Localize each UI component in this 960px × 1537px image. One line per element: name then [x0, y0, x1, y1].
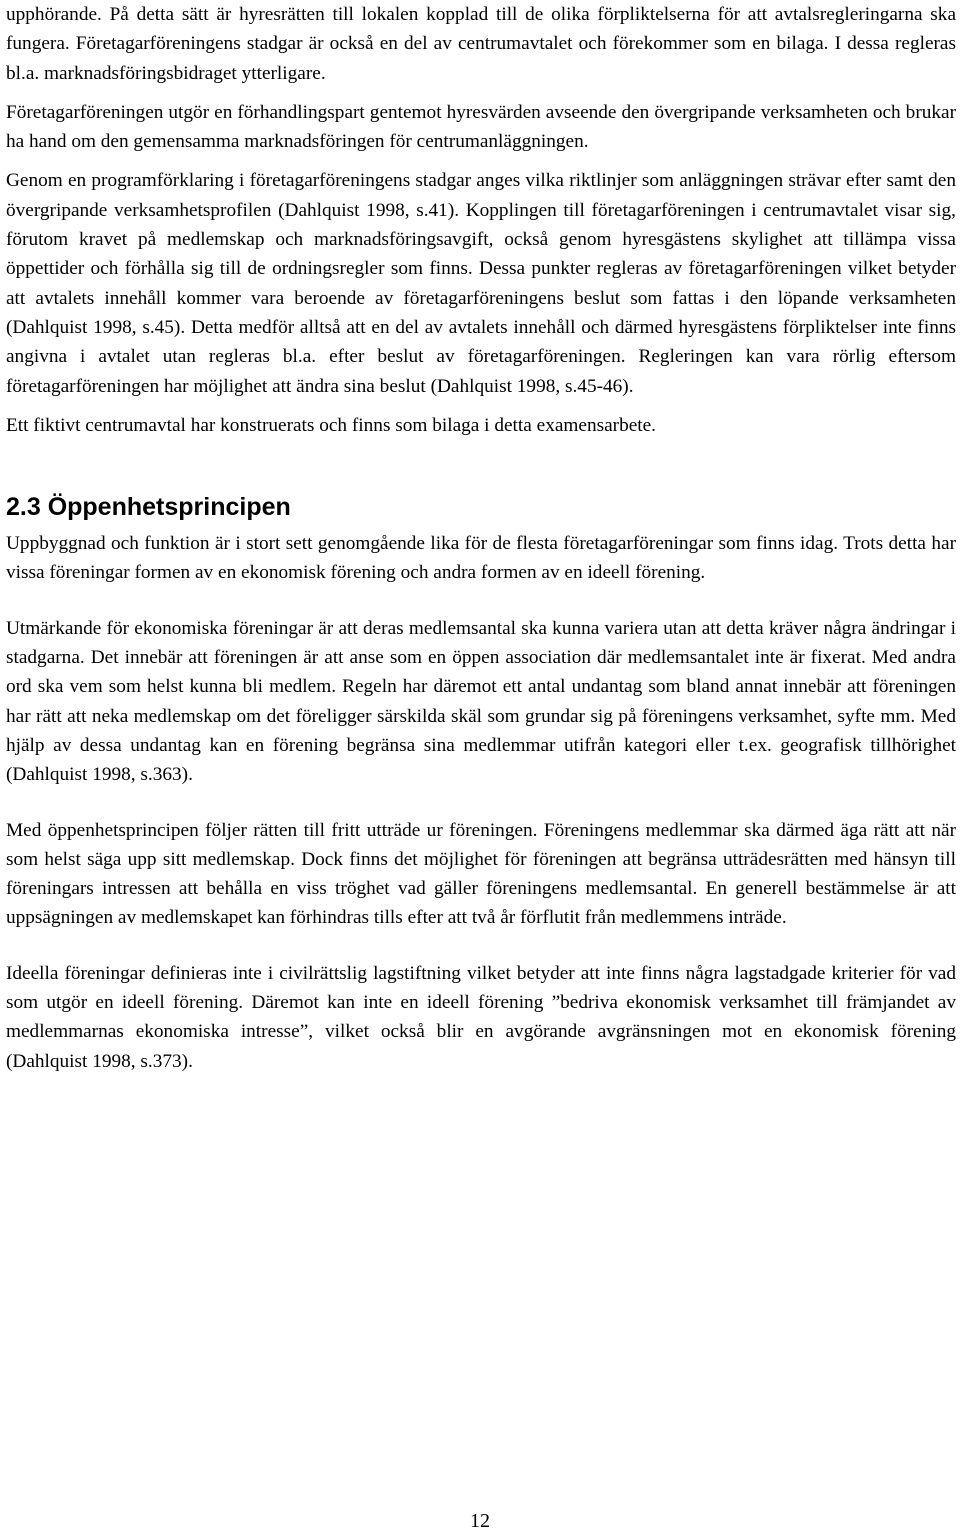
- paragraph-5: Uppbyggnad och funktion är i stort sett genomgående lika för de flesta företagarföreningar som finns idag. Trots detta har vissa föreningar formen av en ekonomisk förening och andra formen av en ideell förening.: [6, 533, 956, 584]
- paragraph-6: Utmärkande för ekonomiska föreningar är att deras medlemsantal ska kunna variera utan att detta kräver några ändringar i stadgarna. Det innebär att föreningen är att anse som en öppen association där medlemsantalet inte är fixerat. Med andra ord ska vem som helst kunna bli medlem. Regeln har däremot ett antal undantag som bland annat innebär att föreningen har rätt att neka medlemskap om det föreligger särskilda skäl som grundar sig på föreningens verksamhet, syfte mm. Med hjälp av dessa undantag kan en förening begränsa sina medlemmar utifrån kategori eller t.ex. geografisk tillhörighet (Dahlquist 1998, s.363).: [6, 617, 956, 786]
- paragraph-4: Ett fiktivt centrumavtal har konstruerats och finns som bilaga i detta examensarbete.: [6, 414, 656, 436]
- page-number: 12: [470, 1510, 490, 1532]
- paragraph-7: Med öppenhetsprincipen följer rätten till fritt utträde ur föreningen. Föreningens medlemmar ska därmed äga rätt att när som helst säga upp sitt medlemskap. Dock finns det möjlighet för föreningen att begränsa utträdesrätten med hänsyn till föreningars intressen att behålla en viss tröghet vad gäller föreningens medlemsantal. En generell bestämmelse är att uppsägningen av medlemskapet kan förhindras tills efter att två år förflutit från medlemmens inträde.: [6, 819, 956, 929]
- paragraph-1: upphörande. På detta sätt är hyresrätten till lokalen kopplad till de olika förpliktelserna för att avtalsregleringarna ska fungera. Företagarföreningens stadgar är också en del av centrumavtalet och förekommer som en bilaga. I dessa regleras bl.a. marknadsföringsbidraget ytterligare.: [6, 4, 956, 84]
- paragraph-2: Företagarföreningen utgör en förhandlingspart gentemot hyresvärden avseende den övergripande verksamheten och brukar ha hand om den gemensamma marknadsföringen för centrumanläggningen.: [6, 101, 956, 153]
- document-page: [6, 0, 956, 1076]
- paragraph-3: Genom en programförklaring i företagarföreningens stadgar anges vilka riktlinjer som anläggningen strävar efter samt den övergripande verksamhetsprofilen (Dahlquist 1998, s.41). Kopplingen till företagarföreningen i centrumavtalet visar sig, förutom kravet på medlemskap och marknadsföringsavgift, också genom hyresgästens skylighet att tillämpa vissa öppettider och förhålla sig till de ordningsregler som finns. Dessa punkter regleras av företagarföreningen vilket betyder att avtalets innehåll kommer vara beroende av företagarföreningens beslut som fattas i den löpande verksamheten (Dahlquist 1998, s.45). Detta medför alltså att en del av avtalets innehåll och därmed hyresgästens förpliktelser inte finns angivna i avtalet utan regleras bl.a. efter beslut av företagarföreningen. Regleringen kan vara rörlig eftersom företagarföreningen har möjlighet att ändra sina beslut (Dahlquist 1998, s.45-46).: [6, 170, 956, 397]
- paragraph-8: Ideella föreningar definieras inte i civilrättslig lagstiftning vilket betyder att inte finns några lagstadgade kriterier för vad som utgör en ideell förening. Däremot kan inte en ideell förening ”bedriva ekonomisk verksamhet till främjandet av medlemmarnas ekonomiska intresse”, vilket också blir en avgörande avgränsningen mot en ekonomisk förening (Dahlquist 1998, s.373).: [6, 962, 956, 1072]
- section-heading: 2.3 Öppenhetsprincipen: [6, 493, 291, 522]
